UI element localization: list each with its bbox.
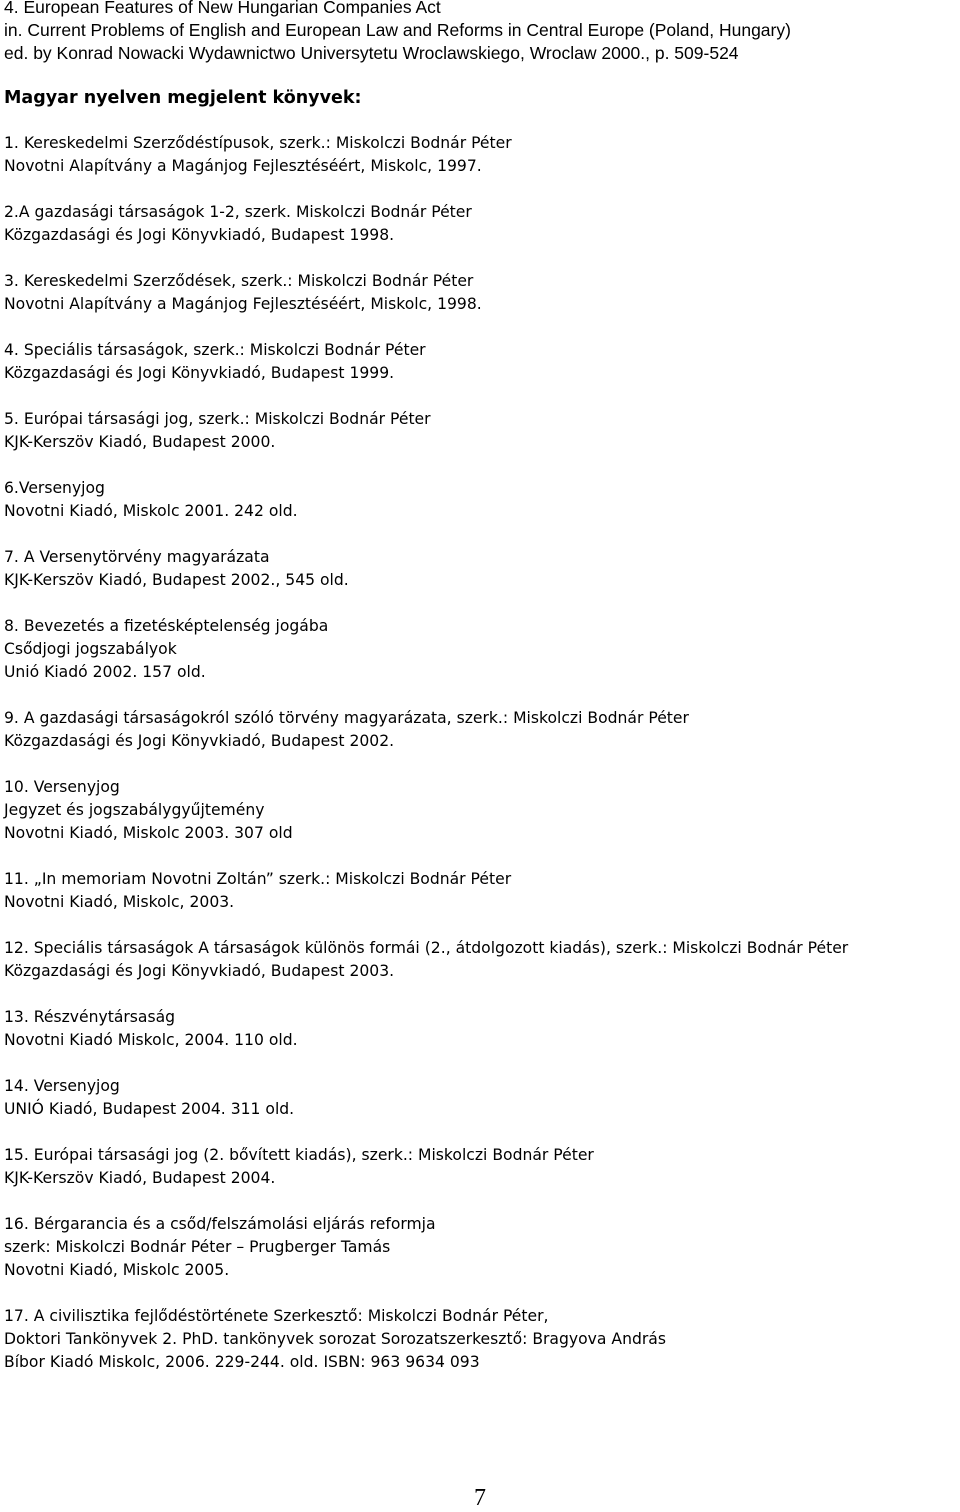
book-line: Közgazdasági és Jogi Könyvkiadó, Budapest 1999. xyxy=(4,364,395,382)
book-entry xyxy=(4,477,956,523)
book-line: 6.Versenyjog xyxy=(4,479,105,497)
book-entry xyxy=(4,339,956,385)
book-line: 2.A gazdasági társaságok 1-2, szerk. Miskolczi Bodnár Péter xyxy=(4,203,472,221)
book-line: KJK-Kerszöv Kiadó, Budapest 2004. xyxy=(4,1169,276,1187)
page-number: 7 xyxy=(474,1485,486,1511)
book-line: KJK-Kerszöv Kiadó, Budapest 2002., 545 old. xyxy=(4,571,349,589)
book-line: KJK-Kerszöv Kiadó, Budapest 2000. xyxy=(4,433,276,451)
book-line: Novotni Kiadó, Miskolc 2001. 242 old. xyxy=(4,502,298,520)
book-line: Doktori Tankönyvek 2. PhD. tankönyvek sorozat Sorozatszerkesztő: Bragyova András xyxy=(4,1330,666,1348)
intro-line: 4. European Features of New Hungarian Companies Act xyxy=(4,0,441,17)
book-line: Unió Kiadó 2002. 157 old. xyxy=(4,663,206,681)
book-entry xyxy=(4,132,956,178)
book-line: 4. Speciális társaságok, szerk.: Miskolczi Bodnár Péter xyxy=(4,341,426,359)
book-line: 7. A Versenytörvény magyarázata xyxy=(4,548,270,566)
book-line: Novotni Kiadó, Miskolc, 2003. xyxy=(4,893,235,911)
book-line: 16. Bérgarancia és a csőd/felszámolási eljárás reformja xyxy=(4,1215,436,1233)
book-line: 3. Kereskedelmi Szerződések, szerk.: Miskolczi Bodnár Péter xyxy=(4,272,474,290)
intro-line: in. Current Problems of English and European Law and Reforms in Central Europe (Poland, Hungary) xyxy=(4,20,791,40)
book-line: szerk: Miskolczi Bodnár Péter – Prugberger Tamás xyxy=(4,1238,391,1256)
book-line: Jegyzet és jogszabálygyűjtemény xyxy=(4,801,265,819)
book-line: 5. Európai társasági jog, szerk.: Miskolczi Bodnár Péter xyxy=(4,410,431,428)
book-line: Közgazdasági és Jogi Könyvkiadó, Budapest 1998. xyxy=(4,226,395,244)
book-line: 15. Európai társasági jog (2. bővített kiadás), szerk.: Miskolczi Bodnár Péter xyxy=(4,1146,594,1164)
book-entry xyxy=(4,776,956,845)
book-entry xyxy=(4,1213,956,1282)
book-line: Csődjogi jogszabályok xyxy=(4,640,177,658)
book-line: Novotni Alapítvány a Magánjog Fejlesztéséért, Miskolc, 1998. xyxy=(4,295,482,313)
section-heading: Magyar nyelven megjelent könyvek: xyxy=(4,88,362,108)
book-line: 1. Kereskedelmi Szerződéstípusok, szerk.: Miskolczi Bodnár Péter xyxy=(4,134,512,152)
book-line: Novotni Kiadó, Miskolc 2003. 307 old xyxy=(4,824,293,842)
book-entry xyxy=(4,546,956,592)
book-entry xyxy=(4,1144,956,1190)
book-entry xyxy=(4,937,956,983)
book-line: 14. Versenyjog xyxy=(4,1077,120,1095)
book-entry xyxy=(4,615,956,684)
book-line: Közgazdasági és Jogi Könyvkiadó, Budapest 2003. xyxy=(4,962,395,980)
book-entry xyxy=(4,201,956,247)
book-line: 9. A gazdasági társaságokról szóló törvény magyarázata, szerk.: Miskolczi Bodnár Péter xyxy=(4,709,689,727)
book-line: 17. A civilisztika fejlődéstörténete Szerkesztő: Miskolczi Bodnár Péter, xyxy=(4,1307,549,1325)
book-line: 8. Bevezetés a fizetésképtelenség jogába xyxy=(4,617,329,635)
book-line: Bíbor Kiadó Miskolc, 2006. 229-244. old. ISBN: 963 9634 093 xyxy=(4,1353,480,1371)
book-entry xyxy=(4,270,956,316)
book-line: 13. Részvénytársaság xyxy=(4,1008,176,1026)
publication-intro xyxy=(4,0,956,65)
book-entry xyxy=(4,408,956,454)
book-list xyxy=(4,132,956,1374)
book-entry xyxy=(4,1006,956,1052)
book-line: 10. Versenyjog xyxy=(4,778,120,796)
book-line: Novotni Alapítvány a Magánjog Fejlesztéséért, Miskolc, 1997. xyxy=(4,157,482,175)
book-line: Novotni Kiadó Miskolc, 2004. 110 old. xyxy=(4,1031,298,1049)
book-line: Közgazdasági és Jogi Könyvkiadó, Budapest 2002. xyxy=(4,732,395,750)
book-line: 12. Speciális társaságok A társaságok különös formái (2., átdolgozott kiadás), szerk.: Miskolczi Bodnár Péter xyxy=(4,939,849,957)
intro-line: ed. by Konrad Nowacki Wydawnictwo Universytetu Wroclawskiego, Wroclaw 2000., p. 509-524 xyxy=(4,43,739,63)
book-line: UNIÓ Kiadó, Budapest 2004. 311 old. xyxy=(4,1100,295,1118)
book-entry xyxy=(4,707,956,753)
book-entry xyxy=(4,1075,956,1121)
document-page xyxy=(4,0,956,1397)
book-line: 11. „In memoriam Novotni Zoltán” szerk.: Miskolczi Bodnár Péter xyxy=(4,870,512,888)
book-line: Novotni Kiadó, Miskolc 2005. xyxy=(4,1261,230,1279)
book-entry xyxy=(4,1305,956,1374)
book-entry xyxy=(4,868,956,914)
